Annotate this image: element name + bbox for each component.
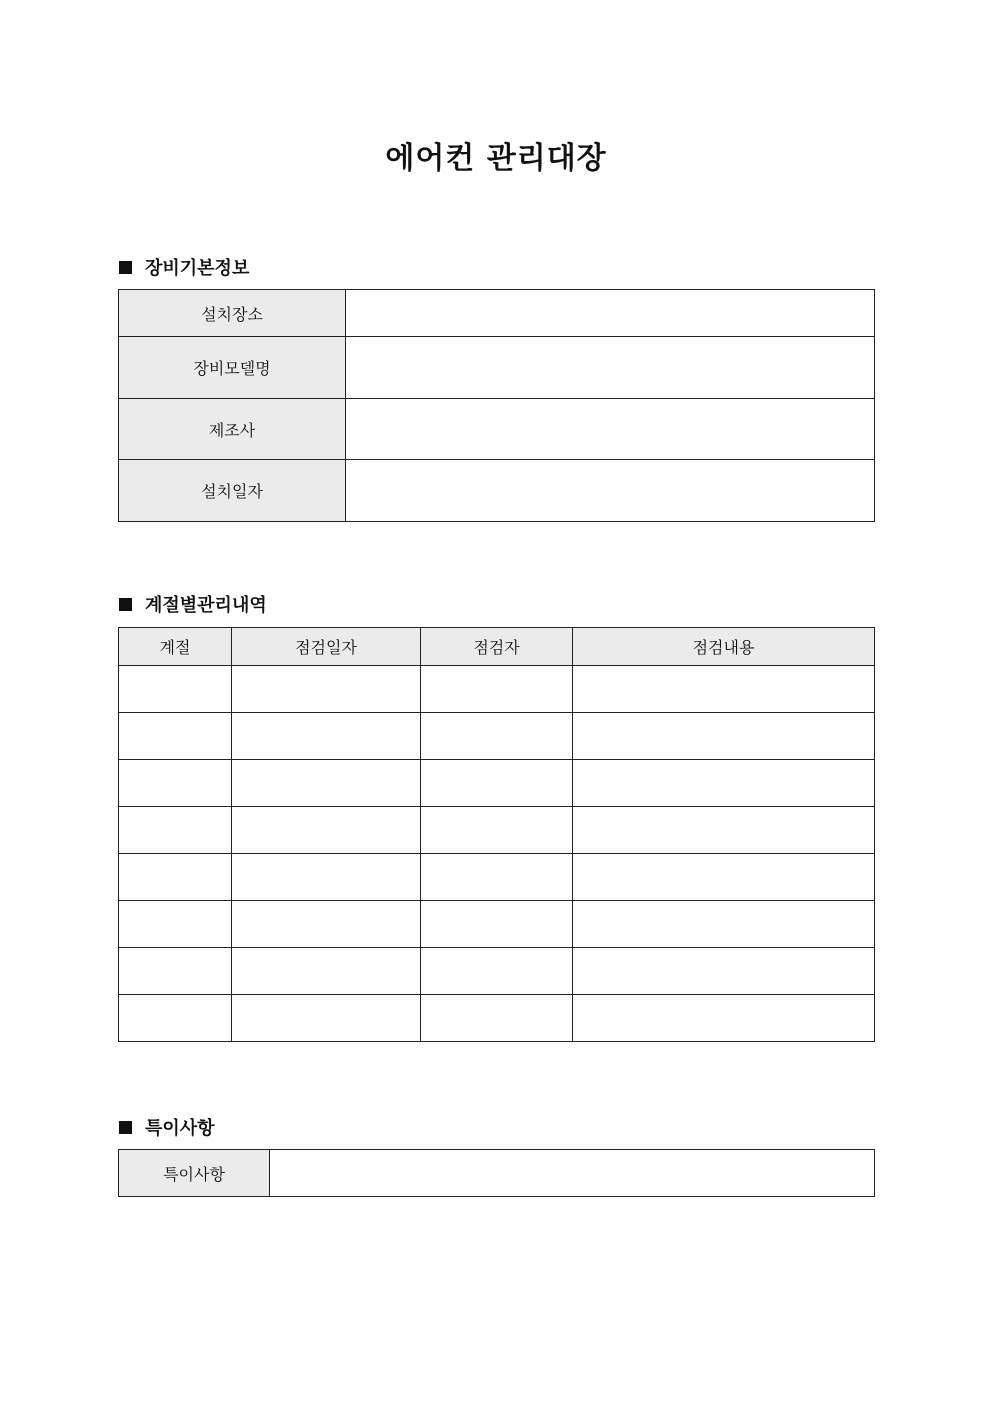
square-bullet-icon [119,261,132,274]
section-heading-seasonal [119,591,267,617]
info-value-field[interactable] [346,460,875,522]
inspector-cell[interactable] [421,713,573,760]
season-cell[interactable] [119,807,232,854]
inspection-details-cell[interactable] [573,807,875,854]
info-label: 설치장소 [119,290,346,337]
season-cell[interactable] [119,760,232,807]
inspection-date-cell[interactable] [232,995,421,1042]
inspection-details-cell[interactable] [573,760,875,807]
remarks-field[interactable] [270,1150,875,1197]
table-row [119,995,875,1042]
inspection-details-cell[interactable] [573,854,875,901]
season-cell[interactable] [119,713,232,760]
season-cell[interactable] [119,948,232,995]
table-row [119,760,875,807]
info-label: 설치일자 [119,460,346,522]
info-row-model [119,337,875,399]
inspection-details-cell[interactable] [573,666,875,713]
info-row-location [119,290,875,337]
season-cell[interactable] [119,854,232,901]
remarks-table [118,1149,875,1197]
season-cell[interactable] [119,901,232,948]
remarks-row [119,1150,875,1197]
table-row [119,854,875,901]
basic-info-table [118,289,875,522]
column-header-inspection-date: 점검일자 [232,628,421,666]
inspection-date-cell[interactable] [232,666,421,713]
table-row [119,948,875,995]
info-value-field[interactable] [346,337,875,399]
inspection-date-cell[interactable] [232,807,421,854]
inspection-date-cell[interactable] [232,948,421,995]
info-row-manufacturer [119,399,875,460]
inspection-details-cell[interactable] [573,995,875,1042]
inspector-cell[interactable] [421,760,573,807]
section-heading-text: 특이사항 [145,1118,215,1139]
table-row [119,901,875,948]
square-bullet-icon [119,598,132,611]
season-cell[interactable] [119,666,232,713]
inspection-details-cell[interactable] [573,901,875,948]
section-heading-basic-info [119,254,249,280]
inspector-cell[interactable] [421,807,573,854]
seasonal-table [118,627,875,1042]
section-heading-text: 계절별관리내역 [145,595,267,616]
inspector-cell[interactable] [421,854,573,901]
info-label: 장비모델명 [119,337,346,399]
inspector-cell[interactable] [421,995,573,1042]
table-header-row [119,628,875,666]
inspector-cell[interactable] [421,666,573,713]
table-row [119,807,875,854]
inspection-details-cell[interactable] [573,948,875,995]
info-value-field[interactable] [346,399,875,460]
info-label: 제조사 [119,399,346,460]
page-title: 에어컨 관리대장 [385,141,607,176]
inspection-details-cell[interactable] [573,713,875,760]
square-bullet-icon [119,1121,132,1134]
inspection-date-cell[interactable] [232,854,421,901]
remarks-label: 특이사항 [119,1150,270,1197]
section-heading-remarks [119,1114,215,1140]
column-header-inspector: 점검자 [421,628,573,666]
inspection-date-cell[interactable] [232,901,421,948]
info-value-field[interactable] [346,290,875,337]
column-header-season: 계절 [119,628,232,666]
season-cell[interactable] [119,995,232,1042]
info-row-install-date [119,460,875,522]
inspection-date-cell[interactable] [232,760,421,807]
inspection-date-cell[interactable] [232,713,421,760]
inspector-cell[interactable] [421,901,573,948]
inspector-cell[interactable] [421,948,573,995]
table-row [119,713,875,760]
table-row [119,666,875,713]
column-header-inspection-details: 점검내용 [573,628,875,666]
section-heading-text: 장비기본정보 [145,258,250,279]
